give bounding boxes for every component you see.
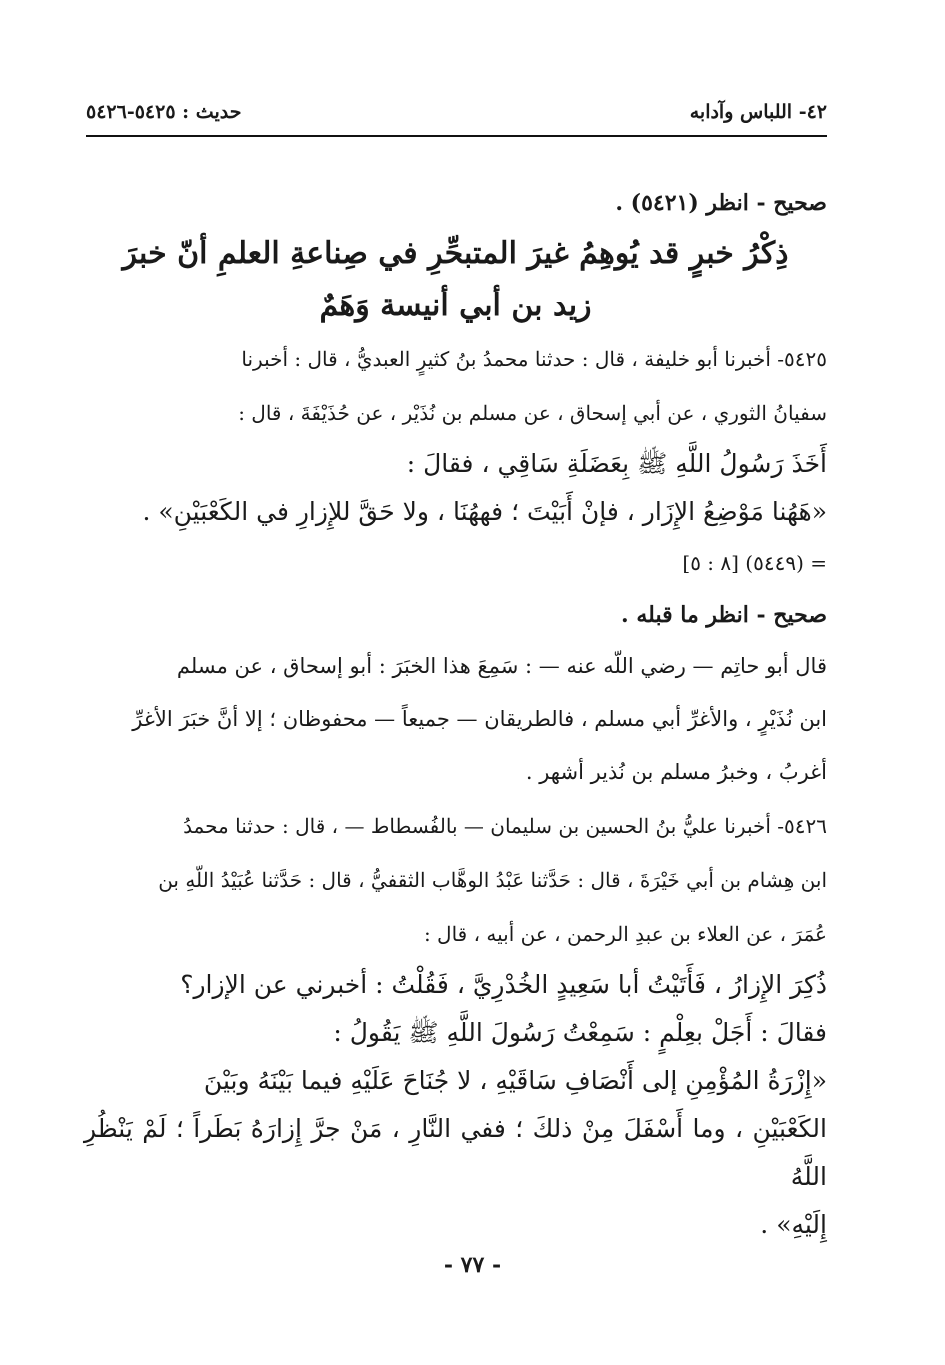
hadith-5426-matn-3: «إِزْرَةُ المُؤْمِنِ إلى أَنْصَافِ سَاقَيْهِ ، لا جُنَاحَ عَلَيْهِ فيما بَيْنَهُ وبَيْنَ — [203, 1066, 827, 1095]
grade-note-2: صحيح - انظر ما قبله . — [621, 602, 827, 628]
hadith-5425-matn-2: «هَهُنا مَوْضِعُ الإِزَار ، فإنْ أَبَيْتَ ؛ فههُنَا ، ولا حَقَّ للإِزارِ في الكَعْبَيْنِ» . — [142, 497, 827, 526]
page-number: - ٧٧ - — [443, 1252, 502, 1278]
hadith-5426-matn-5: إِلَيْهِ» . — [760, 1210, 827, 1239]
abu-hatim-comment-3: أغربُ ، وخبرُ مسلم بن نُذير أشهر . — [525, 760, 827, 784]
hadith-5426-matn-1: ذُكِرَ الإِزارُ ، فَأَتَيْتُ أبا سَعِيدٍ الخُدْرِيَّ ، فَقُلْتُ : أخبرني عن الإزار؟ — [180, 970, 827, 999]
hadith-5426-isnad-1: ٥٤٢٦- أخبرنا عليُّ بنُ الحسين بن سليمان — بالفُسطاط — ، قال : حدثنا محمدُ — [183, 814, 827, 838]
hadith-5425-matn-1: أَخَذَ رَسُولُ اللَّهِ ﷺ بِعَضَلَةِ سَاقِي ، فقالَ : — [406, 449, 827, 478]
chapter-label: ٤٢- اللباس وآدابه — [689, 101, 827, 123]
chapter-title-line-1: ذِكْرُ خبرٍ قد يُوهِمُ غيرَ المتبحِّرِ في صِناعةِ العلمِ أنّ خبرَ — [122, 236, 789, 271]
hadith-5426-isnad-3: عُمَرَ ، عن العلاء بن عبدِ الرحمن ، عن أبيه ، قال : — [423, 922, 827, 946]
grade-note: صحيح - انظر (٥٤٢١) . — [615, 190, 827, 216]
hadith-5425-isnad-1: ٥٤٢٥- أخبرنا أبو خليفة ، قال : حدثنا محمدُ بنُ كثيرٍ العبديُّ ، قال : أخبرنا — [241, 347, 827, 371]
hadith-range: حديث : ٥٤٢٥-٥٤٢٦ — [86, 101, 242, 123]
abu-hatim-comment-1: قال أبو حاتِم — رضي اللّه عنه — : سَمِعَ هذا الخبَرَ : أبو إسحاق ، عن مسلم — [176, 654, 827, 678]
hadith-5425-reference: = (٥٤٤٩) [٨ : ٥] — [682, 551, 827, 575]
hadith-5426-matn-2: فقالَ : أَجَلْ بعِلْمٍ : سَمِعْتُ رَسُولَ اللَّهِ ﷺ يَقُولُ : — [333, 1018, 827, 1047]
page-body — [84, 178, 827, 1249]
hadith-5426-isnad-2: ابن هِشام بن أبي خَيْرَةَ ، قال : حَدَّثنا عَبْدُ الوهَّاب الثقفيُّ ، قال : حَدَّثنا عُبَيْدُ اللّهِ بن — [158, 868, 827, 892]
hadith-5425-isnad-2: سفيانُ الثوري ، عن أبي إسحاق ، عن مسلم بن نُذَيْر ، عن حُذَيْفَةَ ، قال : — [238, 401, 827, 425]
hadith-5426-matn-4: الكَعْبَيْنِ ، وما أَسْفَلَ مِنْ ذلكَ ؛ ففي النَّارِ ، مَنْ جرَّ إِزارَهُ بَطَراً ؛ لَمْ يَنْظُرِ اللَّهُ — [84, 1114, 827, 1191]
header-rule — [86, 135, 827, 137]
chapter-title-line-2: زيد بن أبي أنيسة وَهَمٌ — [319, 288, 592, 323]
running-header — [86, 96, 827, 128]
abu-hatim-comment-2: ابن نُذَيْرٍ ، والأغرِّ أبي مسلم ، فالطريقان — جميعاً — محفوظان ؛ إلا أنَّ خبَرَ الأغرِّ — [132, 707, 827, 731]
